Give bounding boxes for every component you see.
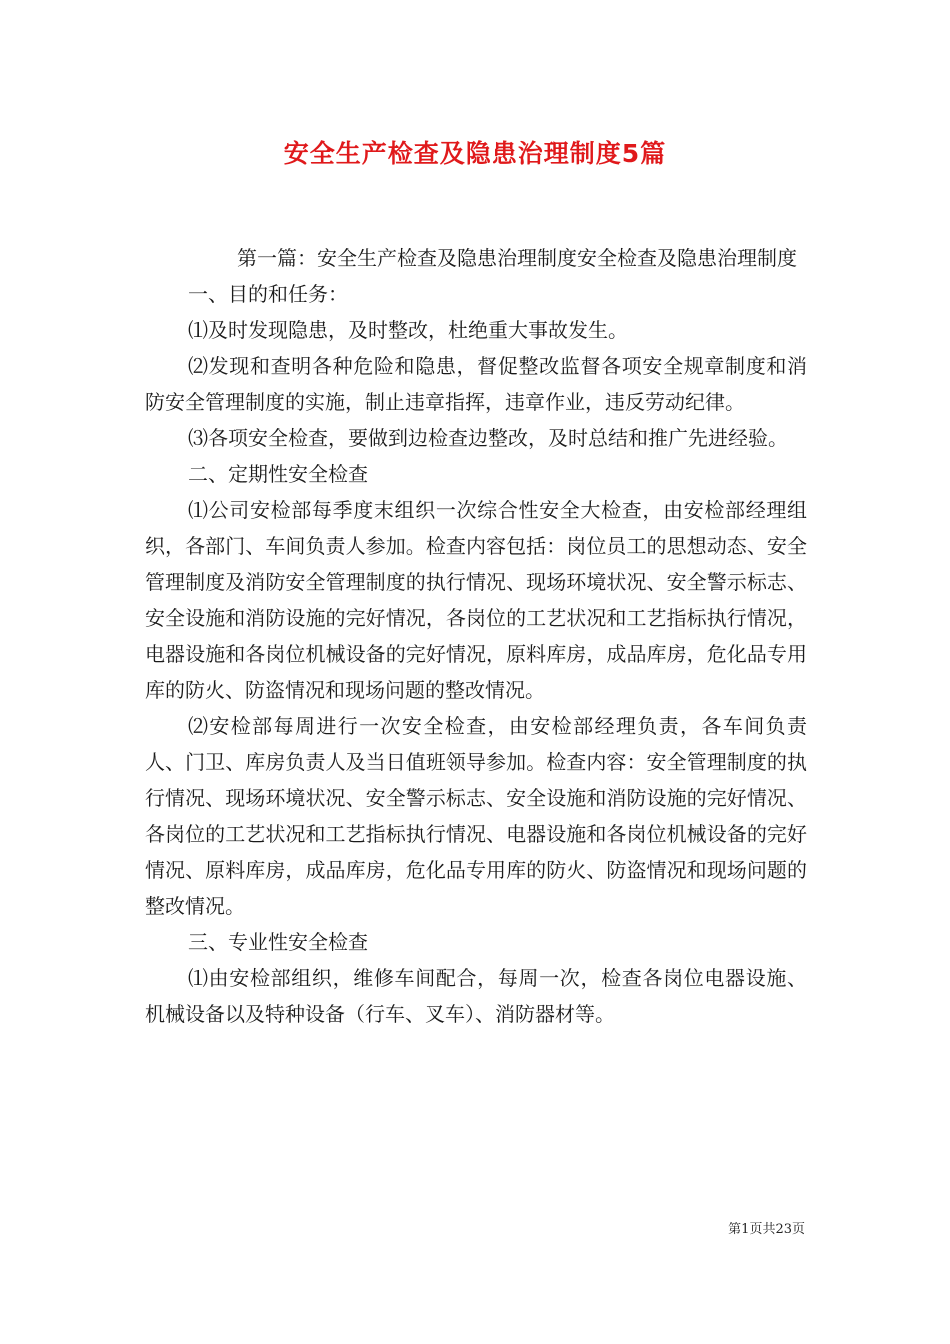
document-title: 安全生产检查及隐患治理制度5篇 (283, 139, 667, 168)
paragraph-item: ⑴及时发现隐患，及时整改，杜绝重大事故发生。 (188, 318, 628, 342)
paragraph-section-3-heading: 三、专业性安全检查 (188, 930, 368, 954)
paragraph-chapter-heading: 第一篇：安全生产检查及隐患治理制度安全检查及隐患治理制度 (237, 246, 797, 270)
paragraph-section-2-heading: 二、定期性安全检查 (188, 462, 368, 486)
paragraph-item: ⑶各项安全检查，要做到边检查边整改，及时总结和推广先进经验。 (188, 426, 788, 450)
paragraph-item: ⑴公司安检部每季度末组织一次综合性安全大检查，由安检部经理组织，各部门、车间负责人参加。检查内容包括：岗位员工的思想动态、安全管理制度及消防安全管理制度的执行情况、现场环境状况、安全警示标志、安全设施和消防设施的完好情况，各岗位的工艺状况和工艺指标执行情况，电器设施和各岗位机械设备的完好情况，原料库房，成品库房，危化品专用库的防火、防盗情况和现场问题的整改情况。 (145, 498, 807, 702)
paragraph-section-1-heading: 一、目的和任务： (188, 282, 348, 306)
document-body (145, 240, 807, 1032)
paragraph-item: ⑴由安检部组织，维修车间配合，每周一次，检查各岗位电器设施、机械设备以及特种设备（行车、叉车）、消防器材等。 (145, 966, 807, 1026)
paragraph-item: ⑵安检部每周进行一次安全检查，由安检部经理负责，各车间负责人、门卫、库房负责人及当日值班领导参加。检查内容：安全管理制度的执行情况、现场环境状况、安全警示标志、安全设施和消防设施的完好情况、各岗位的工艺状况和工艺指标执行情况、电器设施和各岗位机械设备的完好情况、原料库房，成品库房，危化品专用库的防火、防盗情况和现场问题的整改情况。 (145, 714, 807, 918)
paragraph-item: ⑵发现和查明各种危险和隐患，督促整改监督各项安全规章制度和消防安全管理制度的实施，制止违章指挥，违章作业，违反劳动纪律。 (145, 354, 807, 414)
page-number: 第1页共23页 (728, 1222, 805, 1237)
